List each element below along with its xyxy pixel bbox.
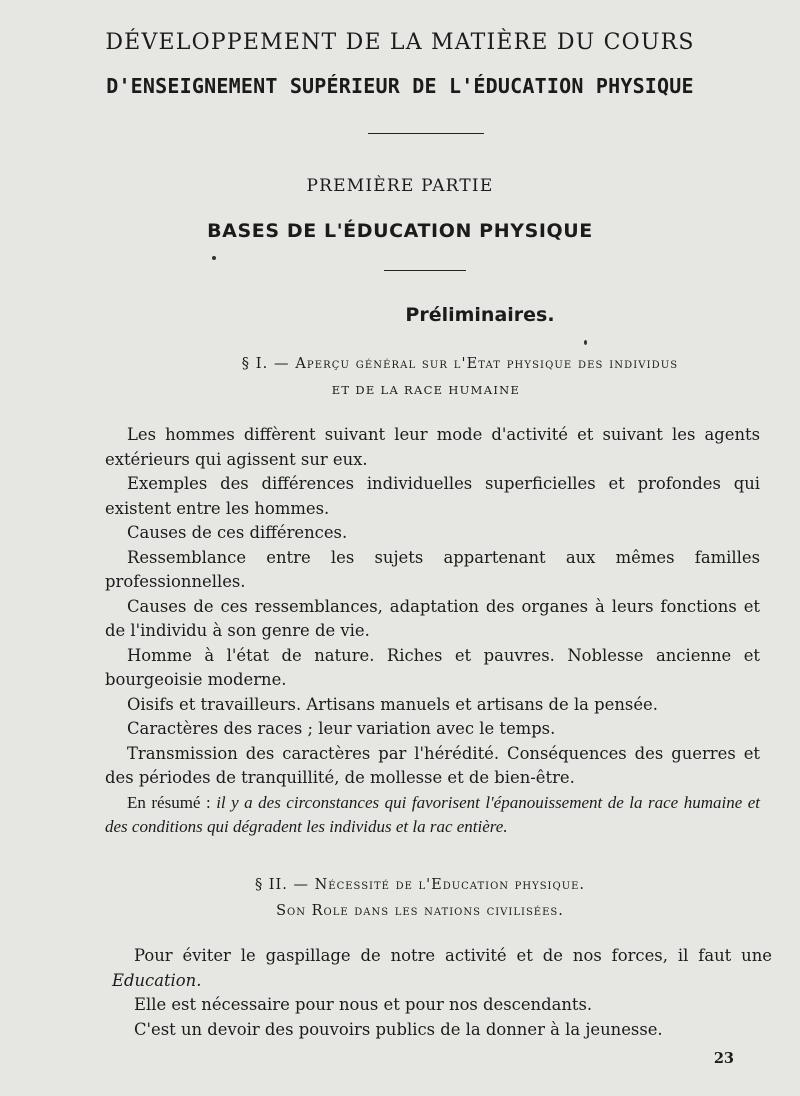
course-title-line-1: DÉVELOPPEMENT DE LA MATIÈRE DU COURS <box>105 30 695 55</box>
paragraph: Transmission des caractères par l'hérédité. Conséquences des guerres et des périodes de tranquillité, de mollesse et de bien-être. <box>105 743 760 787</box>
paragraph: Causes de ces différences. <box>127 523 348 542</box>
part-title: BASES DE L'ÉDUCATION PHYSIQUE <box>207 220 593 242</box>
section-2-subheading: Son Role dans les nations civilisées. <box>276 903 564 919</box>
summary-paragraph <box>105 791 760 840</box>
section-1-body <box>105 423 760 840</box>
paragraph <box>112 944 772 993</box>
ink-speck <box>584 340 587 345</box>
summary-label: En résumé : <box>127 792 211 812</box>
divider-rule <box>384 270 466 271</box>
preliminaires-heading: Préliminaires. <box>405 304 555 326</box>
paragraph-text: Pour éviter le gaspillage de notre activité et de nos forces, il faut une <box>134 946 772 965</box>
page-number: 23 <box>713 1050 734 1067</box>
paragraph: Homme à l'état de nature. Riches et pauvres. Noblesse ancienne et bourgeoisie moderne. <box>105 645 760 689</box>
divider-rule <box>368 133 484 134</box>
paragraph: C'est un devoir des pouvoirs publics de la donner à la jeunesse. <box>134 1019 663 1039</box>
summary-text: il y a des circonstances qui favorisent l'épanouissement de la race humaine et des conditions qui dégradent les individus et la rac entière. <box>105 792 761 836</box>
paragraph: Caractères des races ; leur variation avec le temps. <box>127 719 556 738</box>
section-2-body <box>112 944 772 1042</box>
section-1-subheading: ET DE LA RACE HUMAINE <box>331 383 521 397</box>
paragraph: Les hommes diffèrent suivant leur mode d'activité et suivant les agents extérieurs qui agissent sur eux. <box>105 425 760 469</box>
paragraph: Oisifs et travailleurs. Artisans manuels et artisans de la pensée. <box>127 694 658 714</box>
ink-speck <box>212 256 216 260</box>
section-2-heading: § II. — Nécessité de l'Education physique. <box>254 877 586 893</box>
education-italic: Education. <box>112 970 202 990</box>
paragraph: Exemples des différences individuelles superficielles et profondes qui existent entre les hommes. <box>105 474 760 518</box>
course-title-line-2: D'ENSEIGNEMENT SUPÉRIEUR DE L'ÉDUCATION PHYSIQUE <box>106 74 694 98</box>
paragraph: Ressemblance entre les sujets appartenant aux mêmes familles professionnelles. <box>105 547 760 591</box>
paragraph: Causes de ces ressemblances, adaptation des organes à leurs fonctions et de l'individu à son genre de vie. <box>105 596 760 640</box>
paragraph: Elle est nécessaire pour nous et pour nos descendants. <box>134 995 593 1014</box>
section-1-heading: § I. — Aperçu général sur l'Etat physique des individus <box>241 356 679 372</box>
part-label: PREMIÈRE PARTIE <box>306 176 494 196</box>
